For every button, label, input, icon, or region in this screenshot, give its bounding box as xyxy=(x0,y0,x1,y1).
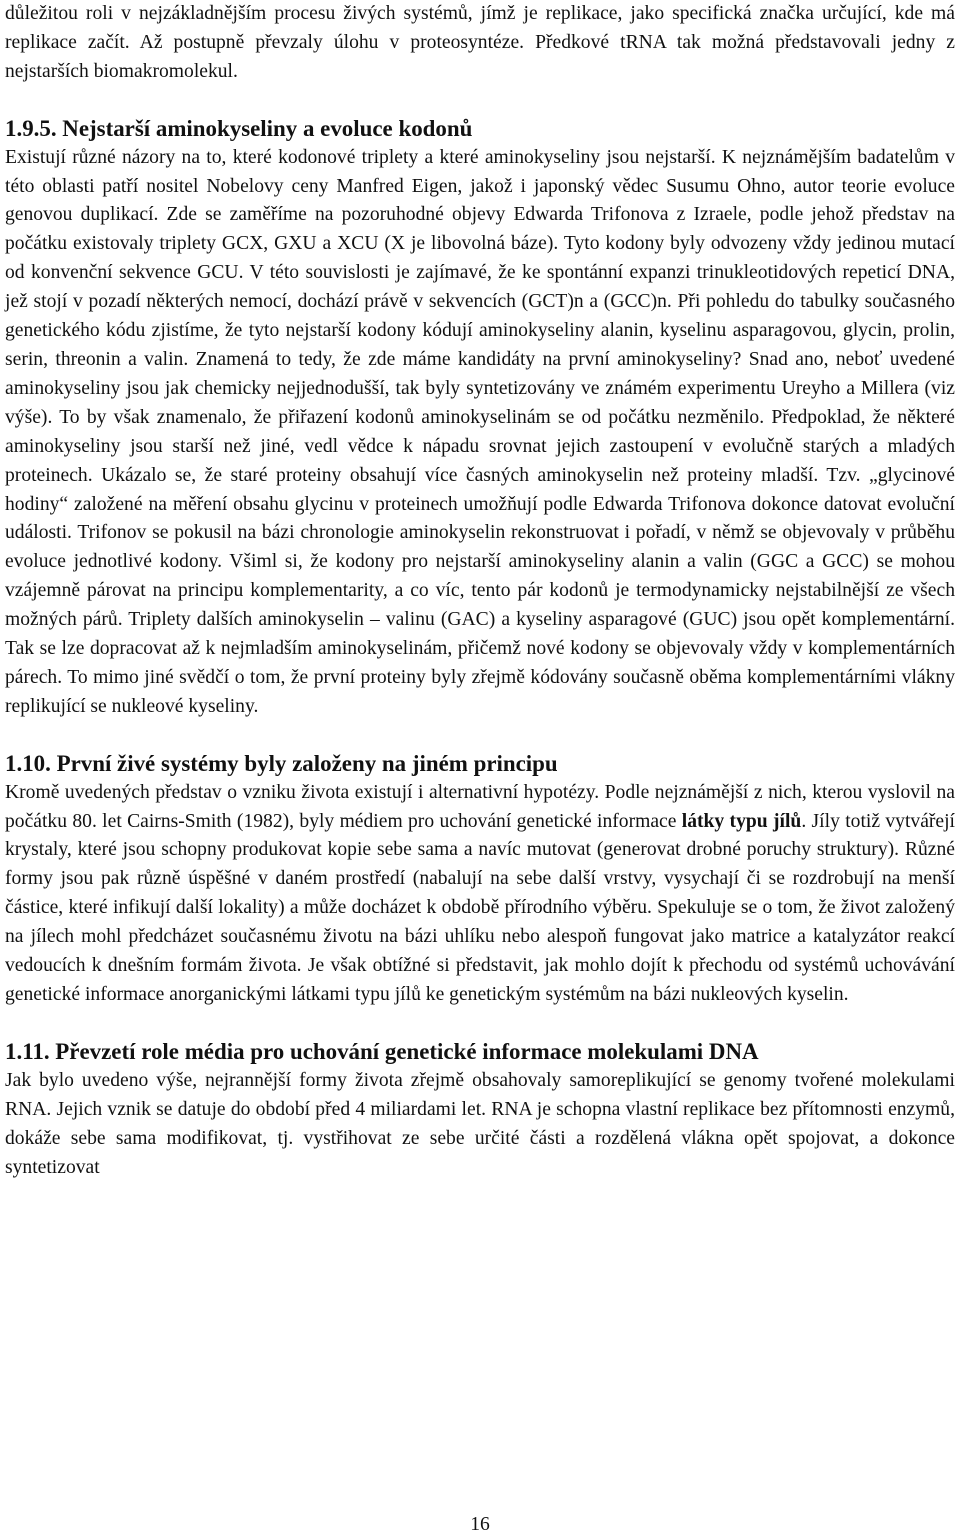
section-1-10-bold-term: látky typu jílů xyxy=(681,810,802,832)
section-1-10-text-b: . Jíly totiž vytvářejí krystaly, které jsou schopny produkovat kopie sebe sama a navíc mutovat (generovat drobné poruchy struktury). Různé formy jsou pak různě úspěšné v daném prostředí (nabalují na sebe další vrstvy, vysychají či se rozdrobují na menší částice, které infikují další lokality) a může docházet k obdobě přírodního výběru. Spekuluje se o tom, že život založený na jílech mohl předcházet současnému životu na bázi uhlíku nebo alespoň fungovat jako matrice a katalyzátor reakcí vedoucích k dnešním formám života. Je však obtížné si představit, jak mohlo dojít k přechodu od systémů uchovávání genetické informace anorganickými látkami typu jílů ke genetickým systémům na bázi nukleových kyselin. xyxy=(5,810,955,1005)
section-1-9-5-paragraph: Existují různé názory na to, které kodonové triplety a které aminokyseliny jsou nejstarší. K nejznámějším badatelům v této oblasti patří nositel Nobelovy ceny Manfred Eigen, jakož i japonský vědec Susumu Ohno, autor teorie evoluce genovou duplikací. Zde se zaměříme na pozoruhodné objevy Edwarda Trifonova z Izraele, podle jehož představ na počátku existovaly triplety GCX, GXU a XCU (X je libovolná báze). Tyto kodony byly odvozeny vždy jedinou mutací od konvenční sekvence GCU. V této souvislosti je zajímavé, že ke spontánní expanzi trinukleotidových repeticí DNA, jež stojí v pozadí některých nemocí, dochází právě v sekvencích (GCT)n a (GCC)n. Při pohledu do tabulky současného genetického kódu zjistíme, že tyto nejstarší kodony kódují aminokyseliny alanin, kyselinu asparagovou, glycin, prolin, serin, threonin a valin. Znamená to tedy, že zde máme kandidáty na první aminokyseliny? Snad ano, neboť uvedené aminokyseliny jsou jak chemicky nejjednodušší, tak byly syntetizovány ve známém experimentu Ureyho a Millera (viz výše). To by však znamenalo, že přiřazení kodonů aminokyselinám se od počátku nezměnilo. Předpoklad, že některé aminokyseliny jsou starší než jiné, vedl vědce k nápadu srovnat jejich zastoupení v evolučně starých a mladých proteinech. Ukázalo se, že staré proteiny obsahují více časných aminokyselin než proteiny mladší. Tzv. „glycinové hodiny“ založené na měření obsahu glycinu v proteinech umožňují podle Edwarda Trifonova dokonce datovat evoluční události. Trifonov se pokusil na bázi chronologie aminokyselin rekonstruovat i pořadí, v němž se objevovaly v průběhu evoluce jednotlivé kodony. Všiml si, že kodony pro nejstarší aminokyseliny alanin a valin (GGC a GCC) se mohou vzájemně párovat na principu komplementarity, a co víc, tento pár kodonů je termodynamicky nejstabilnější ze všech možných párů. Triplety dalších aminokyselin – valinu (GAC) a kyseliny asparagové (GUC) jsou opět komplementární. Tak se lze dopracovat až k nejmladším aminokyselinám, přičemž nové kodony se objevovaly vždy v komplementárních párech. To mimo jiné svědčí o tom, že první proteiny byly zřejmě kódovány současně oběma komplementárními vlákny replikující se nukleové kyseliny. xyxy=(5,146,955,717)
spacer xyxy=(5,87,955,115)
page-number: 16 xyxy=(470,1514,490,1535)
spacer xyxy=(5,1010,955,1038)
section-1-9-5-heading: 1.9.5. Nejstarší aminokyseliny a evoluce kodonů xyxy=(5,115,473,141)
section-1-11-heading: 1.11. Převzetí role média pro uchování genetické informace molekulami DNA xyxy=(5,1038,759,1064)
section-1-11-paragraph: Jak bylo uvedeno výše, nejrannější formy života zřejmě obsahovaly samoreplikující se genomy tvořené molekulami RNA. Jejich vznik se datuje do období před 4 miliardami let. RNA je schopna vlastní replikace bez přítomnosti enzymů, dokáže sebe sama modifikovat, tj. vystřihovat ze sebe určité části a rozdělená vlákna opět spojovat, a dokonce syntetizovat xyxy=(5,1069,955,1178)
intro-paragraph: důležitou roli v nejzákladnějším procesu živých systémů, jímž je replikace, jako specifická značka určující, kde má replikace začít. Až postupně převzaly úlohu v proteosyntéze. Předkové tRNA tak možná představovali jedny z nejstarších biomakromolekul. xyxy=(5,3,955,82)
document-page xyxy=(5,0,955,1182)
section-1-10-paragraph xyxy=(5,779,955,1010)
section-1-10-text-a: Kromě uvedených představ o vzniku života existují i alternativní hypotézy. Podle nejznámější z nich, kterou vyslovil na počátku 80. let Cairns-Smith (1982), byly médiem pro uchování genetické informace xyxy=(5,781,955,832)
section-1-10-heading: 1.10. První živé systémy byly založeny na jiném principu xyxy=(5,750,558,776)
spacer xyxy=(5,722,955,750)
